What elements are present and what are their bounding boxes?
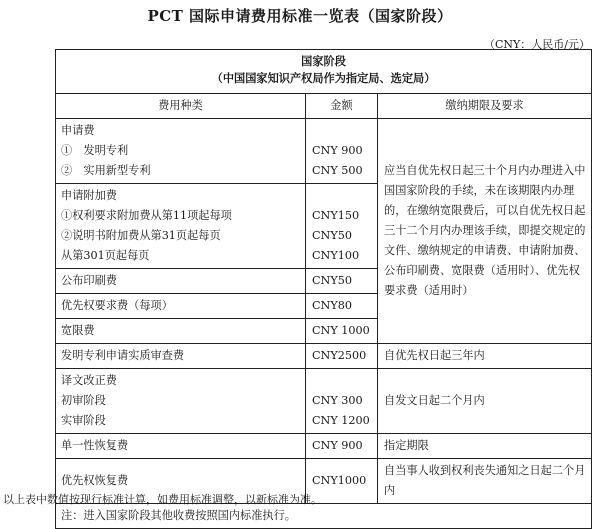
table-note: 注：进入国家阶段其他收费按照国内标准执行。 bbox=[56, 504, 592, 529]
column-header-type: 费用种类 bbox=[56, 94, 306, 119]
fee-amount: CNY 300 bbox=[312, 394, 363, 407]
fee-item-name: 宽限费 bbox=[56, 319, 306, 344]
fee-amount: CNY150 bbox=[312, 209, 360, 222]
fee-amount: CNY50 bbox=[306, 269, 378, 294]
fee-item-name: 实审阶段 bbox=[61, 414, 106, 427]
stage-title: 国家阶段 bbox=[301, 54, 346, 68]
fee-item-name: ② 实用新型专利 bbox=[61, 164, 151, 177]
stage-subtitle: （中国国家知识产权局作为指定局、选定局） bbox=[211, 71, 436, 85]
footer-note: 以上表中数值按现行标准计算，如费用标准调整，以新标准为准。 bbox=[3, 493, 322, 506]
fee-term: 应当自优先权日起三十个月内办理进入中国国家阶段的手续，未在该期限内办理的，在缴纳宽限费后，可以自优先权日起三十二个月内办理该手续，即提交规定的文件、缴纳规定的申请费、申请附加费、公布印刷费、宽限费（适用时）、优先权要求费（适用时） bbox=[384, 164, 586, 297]
fee-term: 指定期限 bbox=[378, 434, 592, 459]
fee-amount: CNY 900 bbox=[306, 434, 378, 459]
table-header-row bbox=[56, 50, 592, 94]
table-note-row bbox=[56, 504, 592, 529]
category-label: 申请费 bbox=[61, 124, 95, 137]
fee-category-translation bbox=[56, 369, 306, 434]
fee-amount-additional bbox=[306, 184, 378, 269]
fee-amount: CNY80 bbox=[306, 294, 378, 319]
fee-amount-translation bbox=[306, 369, 378, 434]
fee-item-name: ① 发明专利 bbox=[61, 144, 129, 157]
fee-amount: CNY 1200 bbox=[312, 414, 370, 427]
table-row bbox=[56, 344, 592, 369]
fee-term: 自当事人收到权利丧失通知之日起二个月内 bbox=[378, 459, 592, 504]
fee-category-application bbox=[56, 119, 306, 184]
fee-item-name: 初审阶段 bbox=[61, 394, 106, 407]
stage-header bbox=[56, 50, 592, 94]
fee-term: 自优先权日起三年内 bbox=[378, 344, 592, 369]
fee-item-name: 优先权恢复费 bbox=[56, 459, 306, 504]
fee-item-name: 优先权要求费（每项） bbox=[56, 294, 306, 319]
page-title: PCT 国际申请费用标准一览表（国家阶段） bbox=[147, 7, 453, 25]
fee-category-additional bbox=[56, 184, 306, 269]
fee-amount: CNY 900 bbox=[312, 144, 363, 157]
fee-amount: CNY50 bbox=[312, 229, 352, 242]
fee-amount: CNY1000 bbox=[306, 459, 378, 504]
category-label: 译文改正费 bbox=[61, 374, 117, 387]
fee-amount: CNY 500 bbox=[312, 164, 363, 177]
fee-item-name: 发明专利申请实质审查费 bbox=[56, 344, 306, 369]
fee-item-name: ②说明书附加费从第31页起每页 bbox=[61, 229, 221, 242]
fee-table bbox=[55, 49, 592, 529]
fee-term: 自发文日起二个月内 bbox=[378, 369, 592, 434]
shared-term-cell bbox=[378, 119, 592, 344]
table-row bbox=[56, 434, 592, 459]
fee-amount: CNY 1000 bbox=[306, 319, 378, 344]
fee-item-name: ①权利要求附加费从第11项起每项 bbox=[61, 209, 232, 222]
column-header-term: 缴纳期限及要求 bbox=[378, 94, 592, 119]
fee-amount: CNY2500 bbox=[306, 344, 378, 369]
table-row bbox=[56, 369, 592, 434]
column-header-amount: 金额 bbox=[306, 94, 378, 119]
table-row bbox=[56, 119, 592, 184]
category-label: 申请附加费 bbox=[61, 189, 117, 202]
fee-item-name: 公布印刷费 bbox=[56, 269, 306, 294]
currency-unit: （CNY：人民币/元） bbox=[483, 38, 590, 51]
fee-amount: CNY100 bbox=[312, 249, 360, 262]
fee-item-name: 从第301页起每页 bbox=[61, 249, 150, 262]
column-header-row bbox=[56, 94, 592, 119]
fee-amount-application bbox=[306, 119, 378, 184]
fee-item-name: 单一性恢复费 bbox=[56, 434, 306, 459]
